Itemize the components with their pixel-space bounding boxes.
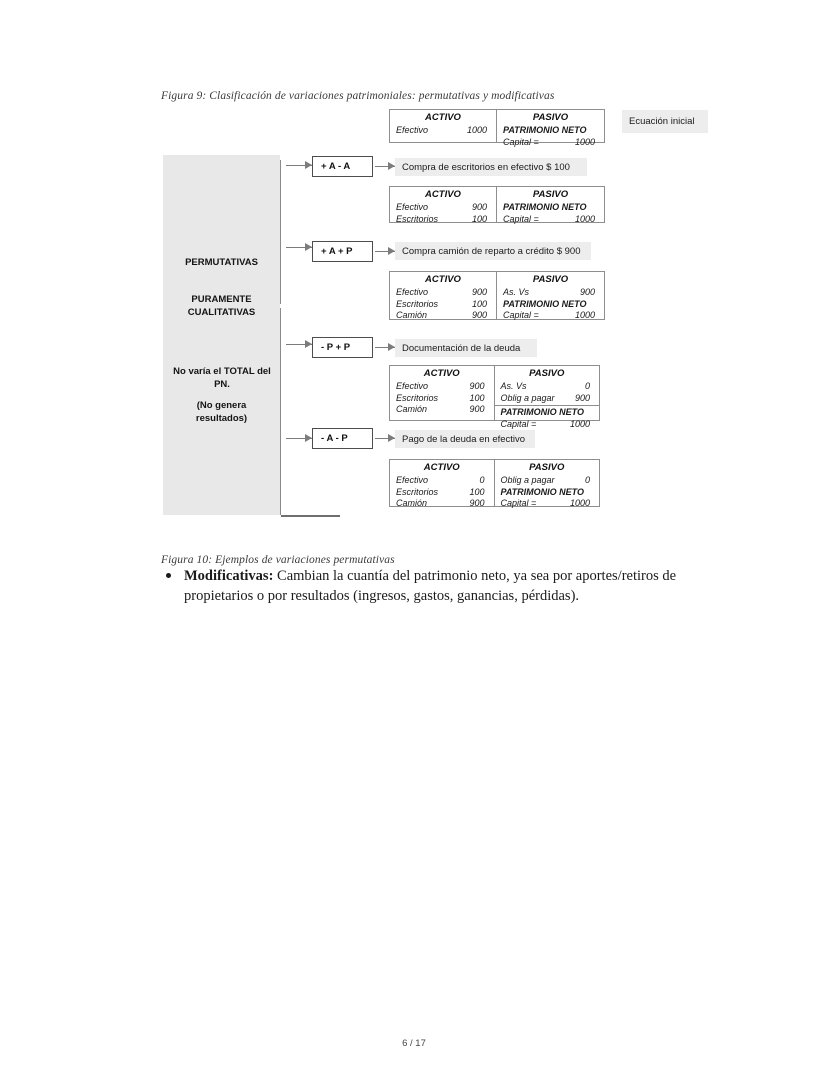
panel-note-line1: No varía el TOTAL del [173,366,271,377]
patrimonio-neto-title: PATRIMONIO NETO [503,202,587,212]
balance-table-5-activo [390,460,495,506]
table-row: Efectivo 900 [396,381,485,391]
balance-table-4 [389,365,600,429]
table-row: Camión 900 [396,498,485,508]
balance-table-5-pasivo [495,460,600,506]
arrow-op-1-to-desc [375,162,395,171]
table-row: Oblig a pagar 900 [500,392,590,403]
arrow-op-2-to-desc [375,247,395,256]
panel-note [160,365,284,391]
arrow-to-op-3 [286,340,312,349]
op-description-1: Compra de escritorios en efectivo $ 100 [395,158,587,176]
panel-subtitle-line1: PURAMENTE [191,294,252,305]
table-row: Efectivo 900 [396,287,487,297]
panel-divider-upper [280,160,281,304]
op-description-2: Compra camión de reparto a crédito $ 900 [395,242,591,260]
balance-table-3-activo [390,272,497,319]
activo-header: ACTIVO [423,462,460,473]
pasivo-header: PASIVO [532,112,569,123]
table-row: Escritorios 100 [396,298,487,309]
panel-subtitle [163,293,280,319]
body-text-block [161,566,701,606]
activo-header: ACTIVO [425,112,461,123]
pasivo-header: PASIVO [532,189,569,200]
panel-note-secondary [163,399,280,425]
pasivo-header: PASIVO [529,462,565,473]
table-row: Escritorios 100 [396,486,485,497]
table-row: As. Vs 900 [503,287,595,297]
panel-note2-line1: (No genera [196,400,247,411]
patrimonio-neto-title: PATRIMONIO NETO [500,486,585,497]
table-row: Efectivo 0 [396,475,485,485]
modificativas-lead: Modificativas: [184,568,274,584]
page-number: 6 / 17 [402,1038,426,1049]
balance-table-2-activo [390,187,497,222]
activo-header: ACTIVO [423,368,460,379]
table-row: Oblig a pagar 0 [500,475,590,485]
figure-10-caption: Figura 10: Ejemplos de variaciones permutativas [161,554,395,566]
pasivo-header: PASIVO [529,368,565,379]
permutativas-panel [163,155,280,515]
pasivo-divider [495,405,600,406]
op-description-4: Pago de la deuda en efectivo [395,430,535,448]
panel-divider-lower [280,308,281,515]
balance-table-3 [389,271,605,320]
table-row: Capital = 1000 [503,213,595,224]
balance-table-1 [389,109,605,147]
arrow-to-op-4 [286,434,312,443]
patrimonio-neto-title: PATRIMONIO NETO [503,125,587,135]
table-row: Capital = 1000 [500,498,590,508]
panel-note-line2: PN. [214,379,230,390]
arrow-to-op-2 [286,243,312,252]
modificativas-text: Cambian la cuantía del patrimonio neto, ya sea por aportes/retiros de propietarios o por resultados (ingresos, gastos, ganancias, pérdidas). [184,568,677,604]
ecuacion-inicial-label: Ecuación inicial [622,110,708,133]
table-row: Efectivo 900 [396,202,487,212]
balance-table-4-activo [390,366,495,420]
table-row: As. Vs 0 [500,381,590,391]
arrow-to-op-1 [286,161,312,170]
panel-title: PERMUTATIVAS [185,257,258,268]
panel-bottom-rule [281,515,340,517]
op-code-box-3: - P + P [312,337,373,358]
patrimonio-neto-title: PATRIMONIO NETO [500,407,585,417]
balance-table-2 [389,186,605,223]
op-code-box-2: + A + P [312,241,373,262]
table-row: Capital = 1000 [503,310,595,320]
table-row: Escritorios 100 [396,213,487,224]
balance-table-1-pasivo [497,110,604,147]
op-code-box-4: - A - P [312,428,373,449]
activo-header: ACTIVO [425,274,461,285]
table-row: Camión 900 [396,404,485,414]
activo-header: ACTIVO [425,189,461,200]
arrow-op-4-to-desc [375,434,395,443]
bullet-icon [166,573,171,578]
list-item [161,566,701,606]
balance-table-2-pasivo [497,187,604,222]
pasivo-header: PASIVO [532,274,569,285]
balance-table-1-activo [390,110,497,142]
op-description-3: Documentación de la deuda [395,339,537,357]
op-code-box-1: + A - A [312,156,373,177]
panel-subtitle-line2: CUALITATIVAS [187,307,256,318]
table-row: Efectivo 1000 [396,125,487,135]
panel-note2-line2: resultados) [195,413,248,424]
patrimonio-neto-title: PATRIMONIO NETO [503,298,587,309]
figure-9-caption: Figura 9: Clasificación de variaciones patrimoniales: permutativas y modificativas [161,90,555,102]
table-row: Capital = 1000 [503,136,595,147]
arrow-op-3-to-desc [375,343,395,352]
balance-table-3-pasivo [497,272,604,319]
table-row: Escritorios 100 [396,392,485,403]
balance-table-4-pasivo [495,366,600,429]
balance-table-5 [389,459,600,507]
table-row: Camión 900 [396,310,487,320]
table-row: Capital = 1000 [500,418,590,429]
